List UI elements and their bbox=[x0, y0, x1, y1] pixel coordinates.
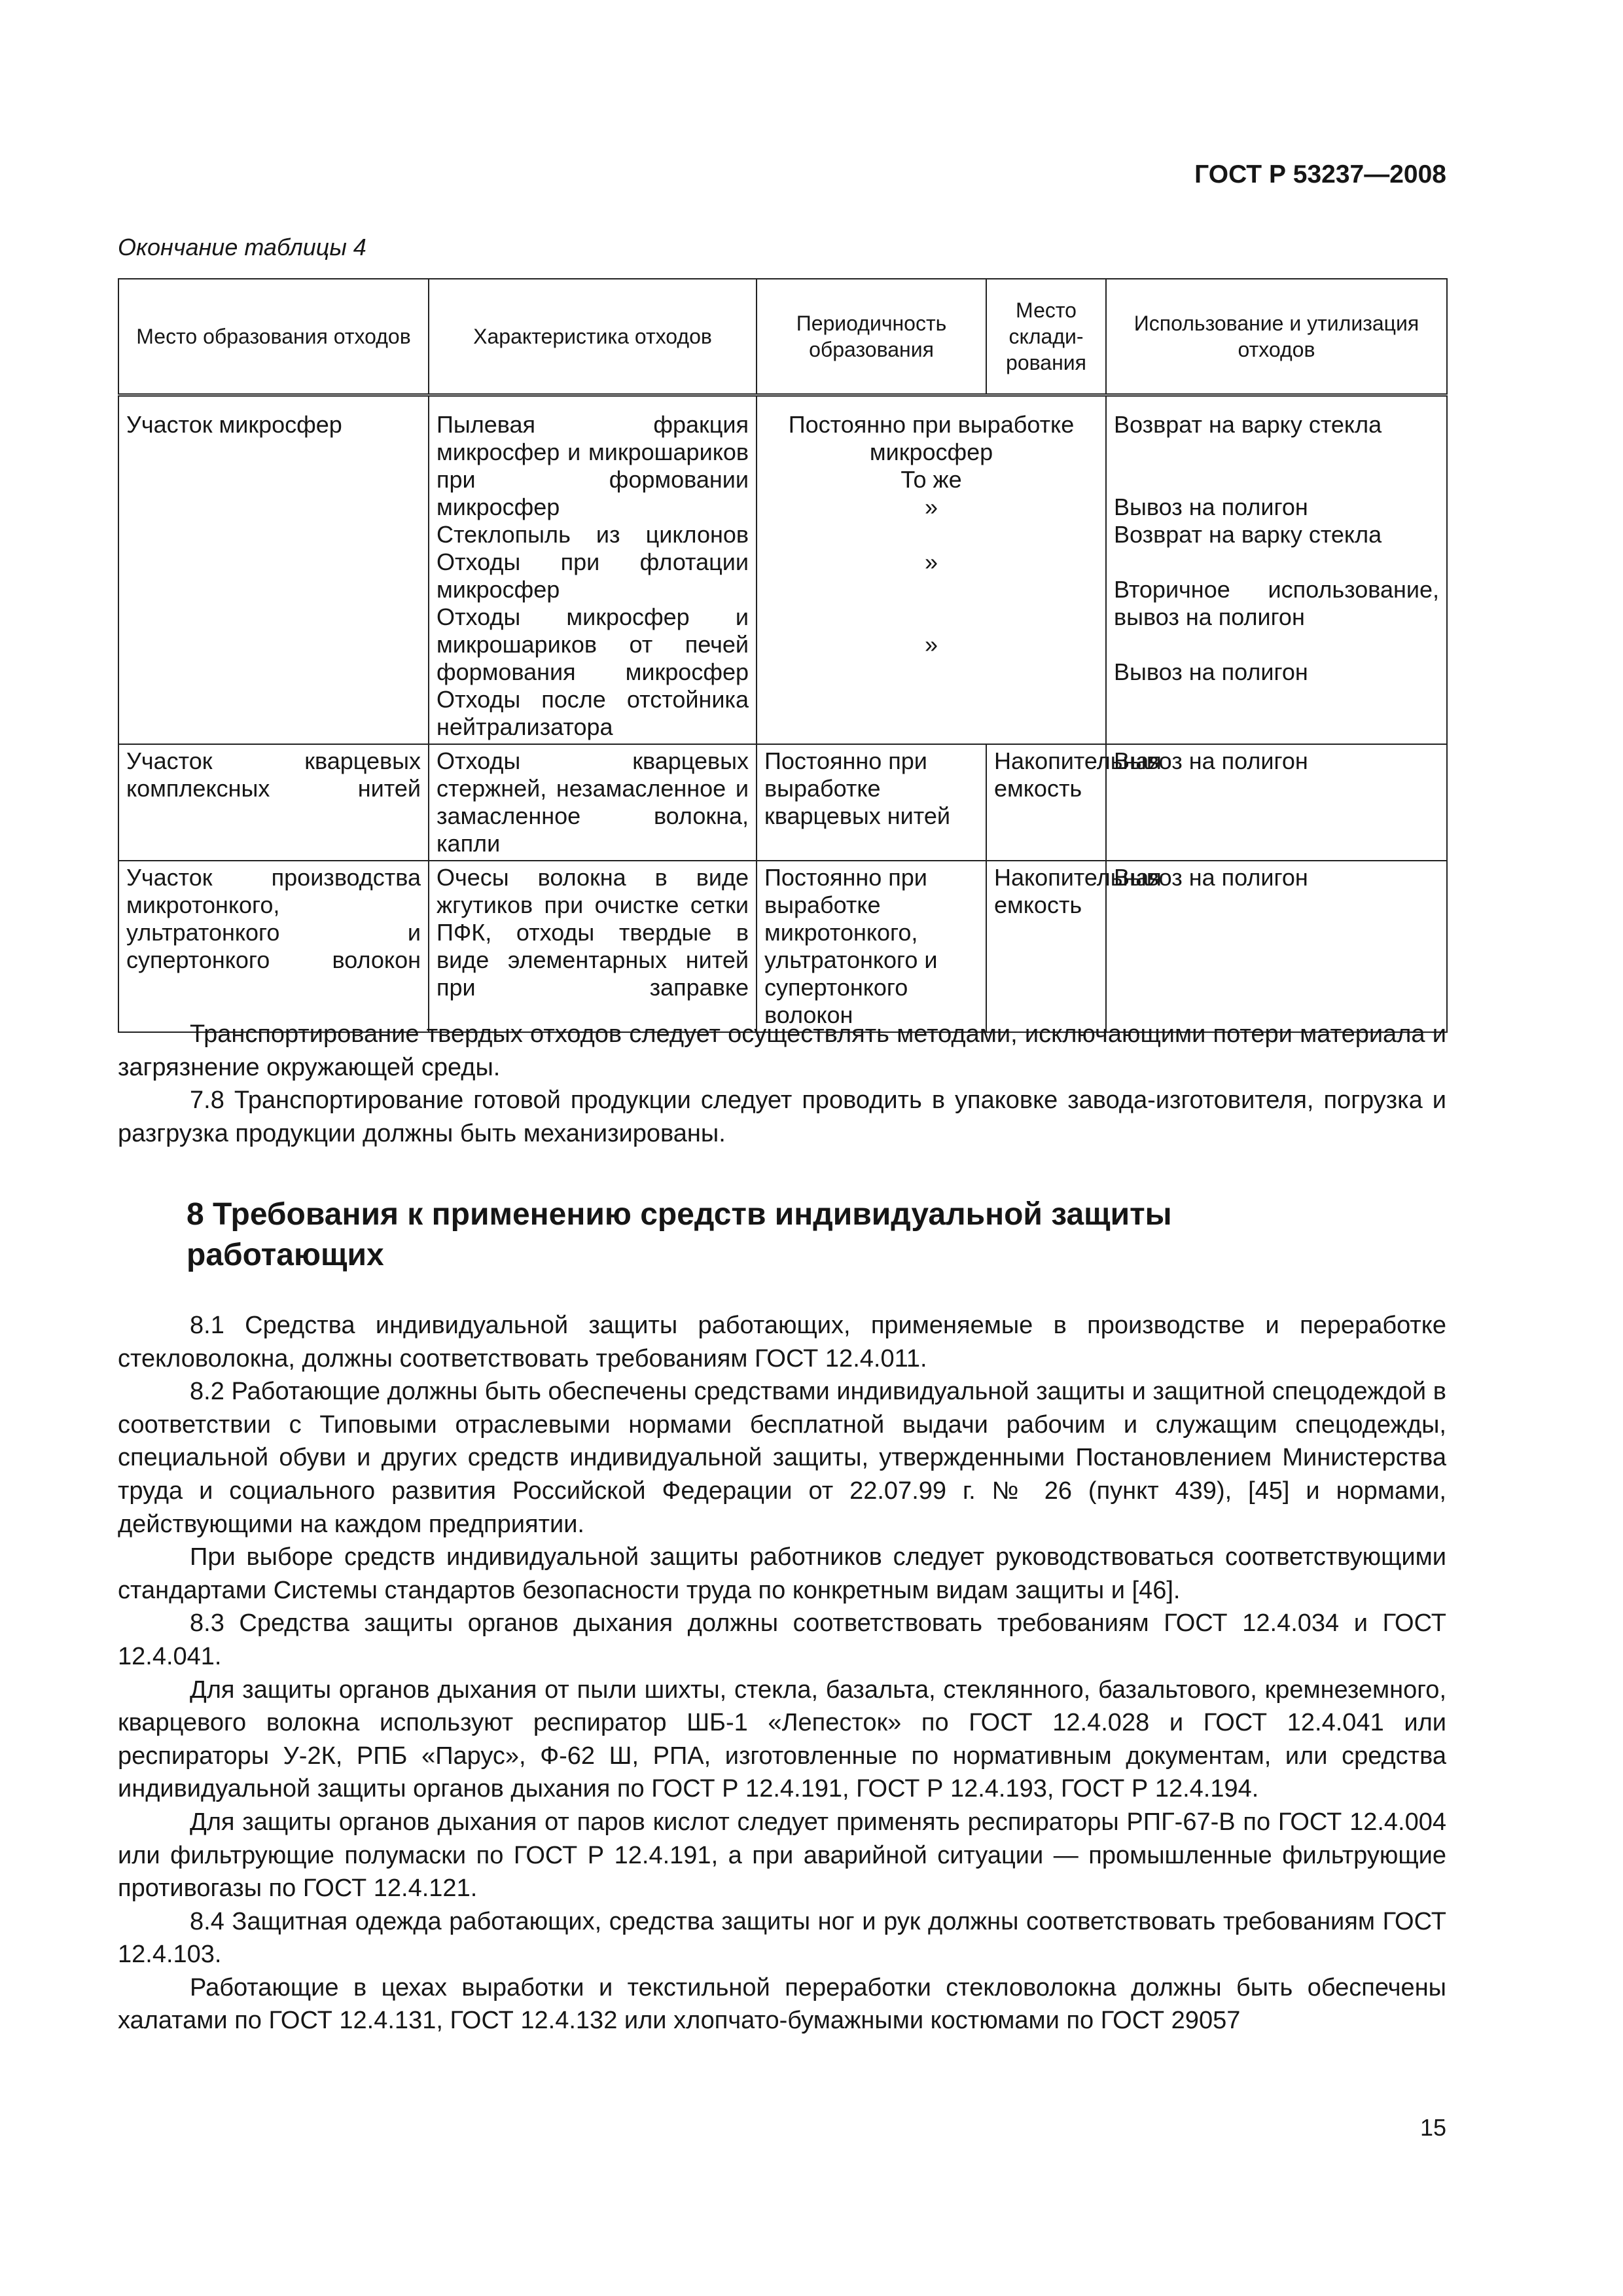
periodicity-cell: Постоянно при выработке кварцевых нитей bbox=[757, 744, 986, 861]
section-body bbox=[118, 1309, 1446, 2037]
periodicity-item: » bbox=[924, 548, 938, 575]
characteristics-cell bbox=[429, 395, 757, 745]
periodicity-cell: Постоянно при выработке микротонкого, ультратонкого и супертонкого волокон bbox=[757, 861, 986, 1032]
paragraph: 8.2 Работающие должны быть обеспечены средствами индивидуальной защиты и защитной спецодеждой в соответствии с Типовыми отраслевыми нормами бесплатной выдачи рабочим и служащим спецодежды, специальной обуви и других средств индивидуальной защиты, утвержденными Постановлением Министерства труда и социального развития Российской Федерации от 22.07.99 г. № 26 (пункт 439), [45] и нормами, действующими на каждом предприятии. bbox=[118, 1378, 1446, 1538]
characteristics-cell: Очесы волокна в виде жгутиков при очистке сетки ПФК, отходы твердые в виде элементарных нитей при заправке bbox=[429, 861, 757, 1032]
characteristic-item: Отходы микросфер и микрошариков от печей формования микросфер bbox=[437, 603, 749, 685]
periodicity-item: То же bbox=[901, 466, 962, 493]
column-header: Место образования отходов bbox=[118, 279, 429, 395]
characteristics-cell: Отходы кварцевых стержней, незамасленное и замасленное волокна, капли bbox=[429, 744, 757, 861]
storage-cell: Накопительная емкость bbox=[986, 861, 1106, 1032]
table-row bbox=[118, 395, 1447, 745]
paragraph: 8.3 Средства защиты органов дыхания должны соответствовать требованиям ГОСТ 12.4.034 и ГОСТ 12.4.041. bbox=[118, 1609, 1446, 1670]
characteristic-item: Стеклопыль из циклонов bbox=[437, 521, 749, 548]
paragraph: Работающие в цехах выработки и текстильной переработки стекловолокна должны быть обеспечены халатами по ГОСТ 12.4.131, ГОСТ 12.4.132 или хлопчато-бумажными костюмами по ГОСТ 29057 bbox=[118, 1973, 1446, 2035]
usage-item: Вторичное использование, вывоз на полигон bbox=[1114, 576, 1439, 630]
place-cell: Участок микросфер bbox=[118, 395, 429, 745]
table-header-row bbox=[118, 279, 1447, 395]
paragraph: 7.8 Транспортирование готовой продукции следует проводить в упаковке завода-изготовителя, погрузка и разгрузка продукции должны быть механизированы. bbox=[118, 1086, 1446, 1147]
table-caption: Окончание таблицы 4 bbox=[118, 234, 366, 260]
table-row bbox=[118, 744, 1447, 861]
section-title: 8 Требования к применению средств индивидуальной защиты работающих bbox=[187, 1197, 1172, 1272]
usage-cell: Вывоз на полигон bbox=[1106, 744, 1447, 861]
place-cell: Участок производства микротонкого, ультратонкого и супертонкого волокон bbox=[118, 861, 429, 1032]
periodicity-item: » bbox=[924, 631, 938, 658]
usage-item: Вывоз на полигон bbox=[1114, 658, 1308, 685]
usage-cell bbox=[1106, 395, 1447, 745]
waste-table bbox=[118, 278, 1448, 1033]
usage-item: Вывоз на полигон bbox=[1114, 493, 1308, 520]
characteristic-item: Отходы при флотации микросфер bbox=[437, 548, 749, 603]
usage-item: Возврат на варку стекла bbox=[1114, 411, 1382, 438]
usage-cell: Вывоз на полигон bbox=[1106, 861, 1447, 1032]
paragraph: Для защиты органов дыхания от паров кислот следует применять респираторы РПГ-67-В по ГОСТ 12.4.004 или фильтрующие полумаски по ГОСТ Р 12.4.191, а при аварийной ситуации — промышленные фильтрующие противогазы по ГОСТ 12.4.121. bbox=[118, 1808, 1446, 1903]
characteristic-item: Отходы после отстойника нейтрализатора bbox=[437, 686, 749, 740]
column-header: Характеристика отходов bbox=[429, 279, 757, 395]
periodicity-item: Постоянно при выработке микросфер bbox=[788, 411, 1075, 465]
periodicity-item: » bbox=[924, 493, 938, 520]
paragraph: Для защиты органов дыхания от пыли шихты, стекла, базальта, стеклянного, базальтового, кремнеземного, кварцевого волокна используют респиратор ШБ-1 «Лепесток» по ГОСТ 12.4.028 и ГОСТ 12.4.041 или респираторы У-2К, РПБ «Парус», Ф-62 Ш, РПА, изготовленные по нормативным документам, или средства индивидуальной защиты органов дыхания по ГОСТ Р 12.4.191, ГОСТ Р 12.4.193, ГОСТ Р 12.4.194. bbox=[118, 1676, 1446, 1803]
periodicity-cell bbox=[757, 395, 1106, 745]
column-header: Использование и утилизация отходов bbox=[1106, 279, 1447, 395]
paragraph: При выборе средств индивидуальной защиты работников следует руководствоваться соответствующими стандартами Системы стандартов безопасности труда по конкретным видам защиты и [46]. bbox=[118, 1543, 1446, 1604]
column-header: Периодичность образования bbox=[757, 279, 986, 395]
place-cell: Участок кварцевых комплексных нитей bbox=[118, 744, 429, 861]
characteristic-item: Пылевая фракция микросфер и микрошариков при формовании микросфер bbox=[437, 411, 749, 520]
storage-cell: Накопительная емкость bbox=[986, 744, 1106, 861]
usage-item: Возврат на варку стекла bbox=[1114, 521, 1382, 548]
column-header: Место склади-рования bbox=[986, 279, 1106, 395]
document-code: ГОСТ Р 53237—2008 bbox=[1194, 160, 1446, 188]
paragraph: 8.4 Защитная одежда работающих, средства защиты ног и рук должны соответствовать требованиям ГОСТ 12.4.103. bbox=[118, 1907, 1446, 1969]
page-number: 15 bbox=[1419, 2114, 1446, 2141]
text-block-top bbox=[118, 1018, 1446, 1150]
table-row bbox=[118, 861, 1447, 1032]
paragraph: Транспортирование твердых отходов следует осуществлять методами, исключающими потери материала и загрязнение окружающей среды. bbox=[118, 1020, 1446, 1081]
paragraph: 8.1 Средства индивидуальной защиты работающих, применяемые в производстве и переработке стекловолокна, должны соответствовать требованиям ГОСТ 12.4.011. bbox=[118, 1312, 1446, 1372]
